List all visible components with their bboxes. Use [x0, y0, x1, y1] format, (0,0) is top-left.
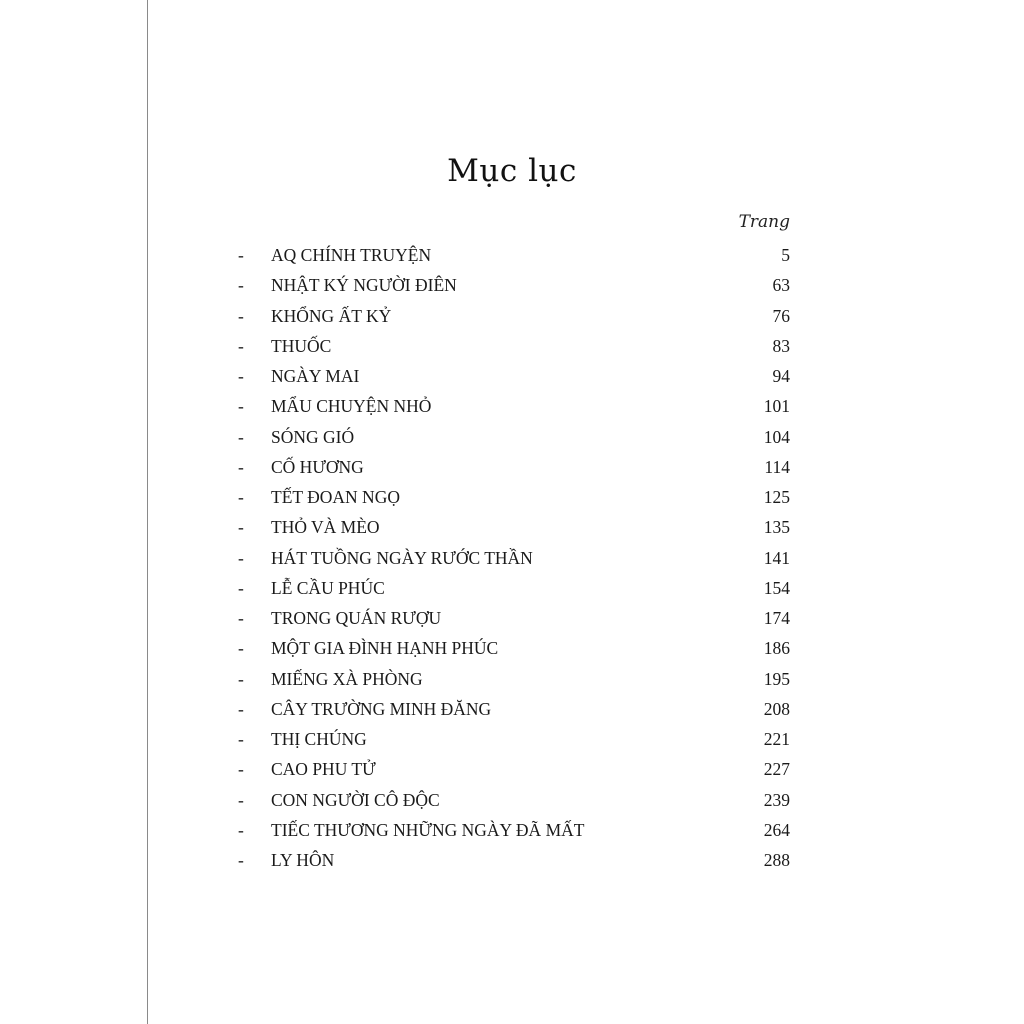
toc-entry-bullet: - [238, 517, 244, 538]
toc-entry-title: NHẬT KÝ NGƯỜI ĐIÊN [271, 275, 457, 296]
toc-entry-page-number: 83 [772, 335, 790, 356]
toc-entry-bullet: - [238, 819, 244, 840]
toc-entry [236, 694, 790, 724]
toc-entry-title: CAO PHU TỬ [271, 759, 376, 780]
toc-entry-page-number: 264 [763, 819, 790, 840]
toc-entry-bullet: - [238, 698, 244, 719]
toc-entry-page-number: 174 [763, 608, 790, 628]
toc-entry-title: LỄ CẦU PHÚC [271, 577, 385, 598]
toc-entry-page-number: 221 [763, 729, 790, 749]
toc-entry-bullet: - [238, 335, 244, 356]
toc-entry [236, 603, 790, 633]
toc-entry-bullet: - [238, 789, 244, 810]
toc-entry-title: TẾT ĐOAN NGỌ [271, 487, 400, 507]
toc-entry-page-number: 125 [763, 487, 790, 507]
toc-entry-title: KHỔNG ẤT KỶ [271, 305, 392, 326]
toc-entry [236, 422, 790, 452]
toc-entry-page-number: 5 [781, 245, 790, 265]
toc-entry [236, 240, 790, 270]
toc-entry-title: TRONG QUÁN RƯỢU [271, 608, 442, 628]
toc-entry-page-number: 141 [763, 547, 790, 568]
toc-entry-title: MIẾNG XÀ PHÒNG [271, 668, 423, 689]
toc-entry-page-number: 288 [763, 850, 790, 870]
toc-entry-bullet: - [238, 366, 244, 386]
toc-entry-title: LY HÔN [271, 850, 335, 870]
toc-entry-title: THỊ CHÚNG [271, 729, 367, 749]
toc-entry [236, 724, 790, 754]
toc-entry [236, 845, 790, 875]
toc-entry-title: HÁT TUỒNG NGÀY RƯỚC THẦN [271, 547, 533, 568]
toc-entry-page-number: 186 [763, 638, 790, 659]
toc-entry-bullet: - [238, 305, 244, 326]
toc-entry-bullet: - [238, 668, 244, 689]
toc-entry-page-number: 227 [763, 759, 790, 780]
toc-entry-title: SÓNG GIÓ [271, 426, 355, 447]
table-of-contents [236, 240, 790, 875]
toc-entry-page-number: 135 [763, 517, 790, 538]
toc-entry-bullet: - [238, 759, 244, 780]
toc-entry-bullet: - [238, 850, 244, 870]
toc-entry [236, 331, 790, 361]
toc-entry-page-number: 104 [763, 426, 790, 447]
toc-entry [236, 543, 790, 573]
toc-entry-bullet: - [238, 396, 244, 417]
toc-entry-page-number: 114 [764, 456, 790, 477]
toc-entry-bullet: - [238, 547, 244, 568]
toc-entry-bullet: - [238, 426, 244, 447]
toc-entry-title: TIẾC THƯƠNG NHỮNG NGÀY ĐÃ MẤT [271, 819, 585, 840]
toc-entry [236, 301, 790, 331]
toc-entry-title: CỐ HƯƠNG [271, 456, 364, 477]
toc-entry-page-number: 76 [772, 305, 790, 326]
toc-entry-bullet: - [238, 577, 244, 598]
toc-entry-page-number: 239 [763, 789, 790, 810]
toc-entry-page-number: 195 [763, 668, 790, 689]
toc-entry [236, 815, 790, 845]
toc-entry-bullet: - [238, 245, 244, 265]
toc-entry [236, 452, 790, 482]
toc-entry-page-number: 94 [772, 366, 790, 386]
page-column-label: Trang [738, 212, 790, 232]
page-title: Mục lục [447, 152, 577, 189]
toc-entry [236, 754, 790, 784]
toc-entry [236, 512, 790, 542]
toc-entry [236, 391, 790, 421]
toc-entry-title: NGÀY MAI [271, 366, 360, 386]
toc-entry [236, 633, 790, 663]
toc-entry-bullet: - [238, 729, 244, 749]
toc-entry-title: AQ CHÍNH TRUYỆN [271, 245, 432, 265]
toc-entry-title: CON NGƯỜI CÔ ĐỘC [271, 789, 440, 810]
toc-entry [236, 664, 790, 694]
toc-entry-bullet: - [238, 275, 244, 296]
toc-entry-title: CÂY TRƯỜNG MINH ĐĂNG [271, 698, 492, 719]
toc-entry [236, 573, 790, 603]
toc-entry-title: THỎ VÀ MÈO [271, 517, 380, 538]
toc-entry-title: MẨU CHUYỆN NHỎ [271, 396, 432, 417]
toc-entry [236, 270, 790, 300]
toc-entry-page-number: 101 [763, 396, 790, 417]
toc-entry [236, 361, 790, 391]
toc-entry [236, 482, 790, 512]
toc-entry [236, 785, 790, 815]
toc-entry-title: MỘT GIA ĐÌNH HẠNH PHÚC [271, 638, 499, 659]
toc-entry-page-number: 154 [763, 577, 790, 598]
toc-entry-page-number: 208 [763, 698, 790, 719]
toc-entry-bullet: - [238, 608, 244, 628]
toc-entry-bullet: - [238, 638, 244, 659]
toc-entry-page-number: 63 [772, 275, 790, 296]
toc-entry-bullet: - [238, 487, 244, 507]
toc-entry-bullet: - [238, 456, 244, 477]
toc-entry-title: THUỐC [271, 335, 332, 356]
